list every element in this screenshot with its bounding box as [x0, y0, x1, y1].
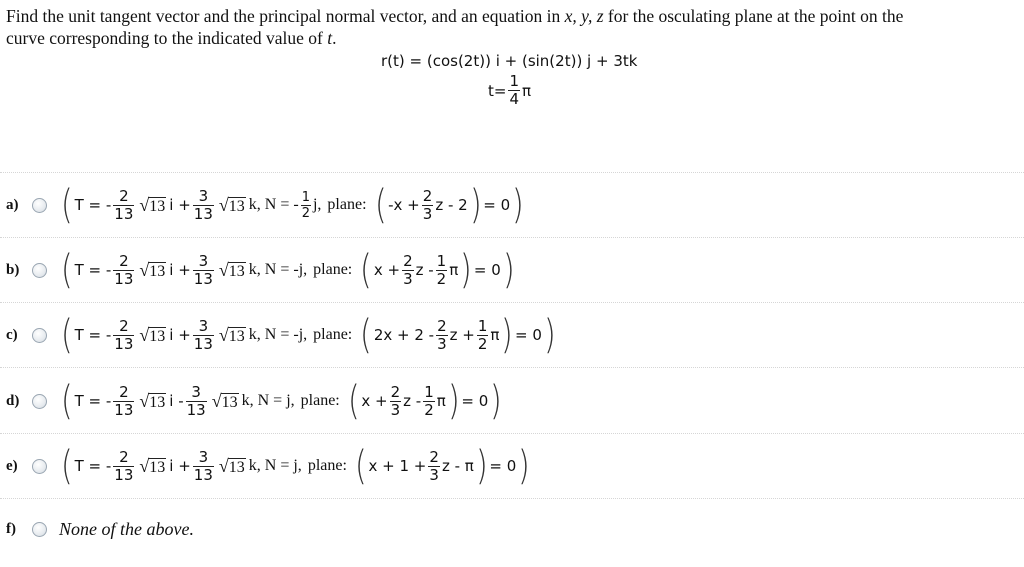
- operator-text: i +: [169, 326, 191, 344]
- fraction: [193, 316, 214, 353]
- fraction-den: 2: [436, 269, 447, 288]
- radical-sign: √: [218, 194, 229, 215]
- option-letter: d): [6, 392, 20, 409]
- option-expression: [59, 443, 532, 489]
- question-text: [6, 5, 1016, 49]
- fraction-den: 3: [390, 400, 401, 419]
- given-curve-equation: r(t) = (cos(2t)) i + (sin(2t)) j + 3tk: [381, 52, 638, 70]
- radical-sign: √: [211, 390, 222, 411]
- radio-button[interactable]: [32, 394, 47, 409]
- radicand: 13: [149, 458, 166, 476]
- fraction-num: 2: [422, 186, 433, 205]
- option-letter: a): [6, 196, 19, 213]
- normal-text: k, N = -j,: [248, 326, 308, 343]
- square-root: [212, 391, 239, 412]
- divider: [0, 367, 1024, 368]
- plane-pre: x +: [373, 261, 401, 279]
- radicand: 13: [221, 393, 238, 411]
- normal-text: k, N = j,: [248, 457, 302, 474]
- t-suffix: π: [522, 81, 532, 100]
- plane-end: π: [449, 261, 459, 279]
- radical-sign: √: [139, 194, 150, 215]
- plane-label: plane:: [327, 196, 367, 213]
- divider: [0, 433, 1024, 434]
- right-paren: ): [490, 378, 502, 424]
- square-root: [219, 260, 246, 281]
- fraction-num: 2: [119, 447, 129, 466]
- radio-button[interactable]: [32, 263, 47, 278]
- fraction-den: 13: [114, 400, 134, 419]
- option-expression: [59, 378, 504, 424]
- equals-zero: = 0: [461, 392, 489, 410]
- fraction: [113, 186, 134, 223]
- divider: [0, 172, 1024, 173]
- equals-zero: = 0: [489, 457, 517, 475]
- t-fraction-num: 1: [509, 72, 519, 90]
- plane-mid: z +: [449, 326, 475, 344]
- tangent-label: T = -: [74, 392, 112, 410]
- plane-mid: z -: [403, 392, 422, 410]
- divider: [0, 237, 1024, 238]
- radical-sign: √: [218, 455, 229, 476]
- left-paren: (: [60, 182, 73, 228]
- divider: [0, 302, 1024, 303]
- plane-label: plane:: [313, 326, 353, 343]
- question-line1-b: for the osculating plane at the point on the: [603, 6, 904, 26]
- radical-sign: √: [218, 259, 229, 280]
- fraction-den: 3: [422, 204, 433, 223]
- fraction: [193, 251, 214, 288]
- answer-option-c[interactable]: [6, 307, 1016, 363]
- option-expression: [59, 312, 558, 358]
- left-paren: (: [347, 378, 360, 424]
- square-root: [219, 456, 246, 477]
- fraction-num: 1: [301, 189, 310, 205]
- option-letter: c): [6, 326, 18, 343]
- fraction-num: 3: [198, 447, 209, 466]
- fraction-den: 13: [193, 334, 213, 353]
- plane-end: π: [436, 392, 446, 410]
- fraction: [477, 316, 489, 353]
- question-line2-end: .: [332, 28, 337, 48]
- fraction: [422, 186, 434, 223]
- fraction-den: 13: [193, 465, 213, 484]
- left-paren: (: [60, 312, 73, 358]
- left-paren: (: [374, 182, 387, 228]
- question-line1-a: Find the unit tangent vector and the principal normal vector, and an equation in: [6, 6, 565, 26]
- answer-option-d[interactable]: [6, 373, 1016, 429]
- plane-pre: x + 1 +: [368, 457, 427, 475]
- fraction: [113, 382, 134, 419]
- given-t-value: [488, 74, 531, 107]
- fraction-den: 13: [193, 204, 213, 223]
- fraction-den: 13: [114, 465, 134, 484]
- square-root: [139, 195, 166, 216]
- fraction: [423, 382, 435, 419]
- radicand: 13: [228, 327, 245, 345]
- fraction-num: 2: [119, 316, 129, 335]
- right-paren: ): [512, 182, 524, 228]
- t-prefix: t=: [488, 81, 507, 100]
- option-letter: e): [6, 457, 18, 474]
- plane-mid: z - 2: [435, 196, 468, 214]
- radio-button[interactable]: [32, 198, 47, 213]
- divider: [0, 498, 1024, 499]
- operator-text: i +: [169, 457, 191, 475]
- plane-end: π: [490, 326, 500, 344]
- radical-sign: √: [139, 259, 150, 280]
- right-paren: ): [502, 247, 515, 293]
- fraction: [113, 447, 134, 484]
- normal-text: k, N = j,: [241, 392, 295, 409]
- left-paren: (: [360, 247, 372, 293]
- fraction-den: 13: [114, 204, 134, 223]
- fraction: [113, 251, 134, 288]
- fraction-num: 3: [198, 316, 209, 335]
- question-vars: x, y, z: [564, 6, 604, 26]
- tangent-label: T = -: [74, 457, 112, 475]
- plane-pre: -x +: [388, 196, 420, 214]
- square-root: [139, 391, 166, 412]
- tangent-label: T = -: [74, 261, 112, 279]
- fraction-num: 2: [119, 186, 129, 205]
- fraction-num: 2: [390, 382, 401, 401]
- right-paren: ): [460, 247, 472, 293]
- fraction-num: 2: [119, 382, 129, 401]
- square-root: [139, 325, 166, 346]
- fraction-num: 1: [436, 251, 447, 270]
- fraction-num: 2: [403, 251, 413, 270]
- fraction: [402, 251, 414, 288]
- operator-text: i +: [169, 196, 191, 214]
- plane-pre: x +: [361, 392, 388, 410]
- radio-button[interactable]: [32, 522, 47, 537]
- fraction-den: 3: [437, 334, 447, 353]
- fraction: [113, 316, 134, 353]
- plane-label: plane:: [300, 392, 340, 409]
- radicand: 13: [228, 262, 245, 280]
- left-paren: (: [354, 443, 367, 489]
- radicand: 13: [228, 197, 245, 215]
- left-paren: (: [360, 312, 372, 358]
- fraction: [193, 186, 214, 223]
- equals-zero: = 0: [515, 326, 542, 344]
- fraction-num: 3: [198, 186, 209, 205]
- fraction-den: 13: [186, 400, 206, 419]
- fraction-den: 13: [114, 269, 134, 288]
- plane-label: plane:: [313, 261, 353, 278]
- fraction-den: 2: [301, 205, 310, 221]
- radicand: 13: [228, 458, 245, 476]
- operator-text: i +: [169, 261, 191, 279]
- answer-option-e[interactable]: [6, 438, 1016, 494]
- equals-zero: = 0: [483, 196, 511, 214]
- radicand: 13: [149, 262, 166, 280]
- fraction-num: 1: [477, 316, 488, 335]
- square-root: [139, 260, 166, 281]
- radio-button[interactable]: [32, 328, 47, 343]
- fraction-num: 2: [437, 316, 447, 335]
- fraction-den: 13: [114, 334, 134, 353]
- option-expression: [59, 247, 516, 293]
- fraction-den: 2: [477, 334, 488, 353]
- fraction: [186, 382, 207, 419]
- question-t-var: t: [327, 28, 333, 48]
- radicand: 13: [149, 197, 166, 215]
- radicand: 13: [149, 327, 166, 345]
- answer-option-b[interactable]: [6, 242, 1016, 298]
- normal-end: j,: [312, 196, 322, 213]
- t-fraction-den: 4: [509, 90, 519, 108]
- right-paren: ): [469, 182, 482, 228]
- left-paren: (: [60, 443, 73, 489]
- fraction-num: 2: [429, 447, 439, 466]
- plane-pre: 2x + 2 -: [373, 326, 435, 344]
- fraction: [193, 447, 214, 484]
- tangent-label: T = -: [74, 326, 112, 344]
- radicand: 13: [149, 393, 166, 411]
- normal-text: k, N = -: [248, 196, 299, 213]
- left-paren: (: [60, 247, 73, 293]
- fraction: [390, 382, 402, 419]
- right-paren: ): [543, 312, 556, 358]
- option-letter: b): [6, 261, 20, 278]
- radical-sign: √: [139, 324, 150, 345]
- fraction: [428, 447, 440, 484]
- option-text: None of the above.: [59, 518, 194, 539]
- plane-mid: z - π: [441, 457, 474, 475]
- option-expression: [59, 182, 526, 228]
- plane-label: plane:: [307, 457, 347, 474]
- radical-sign: √: [218, 324, 229, 345]
- radical-sign: √: [139, 455, 150, 476]
- fraction-num: 2: [119, 251, 129, 270]
- fraction-den: 3: [403, 269, 413, 288]
- option-letter: f): [6, 520, 16, 537]
- equals-zero: = 0: [473, 261, 501, 279]
- tangent-label: T = -: [74, 196, 112, 214]
- fraction-den: 3: [429, 465, 439, 484]
- square-root: [219, 195, 246, 216]
- answer-option-a[interactable]: [6, 177, 1016, 233]
- fraction-num: 3: [198, 251, 209, 270]
- right-paren: ): [518, 443, 530, 489]
- radio-button[interactable]: [32, 459, 47, 474]
- plane-mid: z -: [415, 261, 434, 279]
- answer-option-f[interactable]: [6, 501, 1016, 557]
- left-paren: (: [60, 378, 73, 424]
- normal-text: k, N = -j,: [248, 261, 308, 278]
- fraction: [436, 251, 448, 288]
- square-root: [219, 325, 246, 346]
- operator-text: i -: [169, 392, 184, 410]
- fraction: [436, 316, 448, 353]
- fraction-den: 2: [424, 400, 434, 419]
- right-paren: ): [501, 312, 514, 358]
- question-line2: curve corresponding to the indicated value of: [6, 28, 328, 48]
- fraction: [301, 191, 311, 220]
- t-fraction: [508, 74, 520, 107]
- fraction-num: 3: [191, 382, 201, 401]
- fraction-num: 1: [424, 382, 434, 401]
- square-root: [139, 456, 166, 477]
- right-paren: ): [447, 378, 460, 424]
- radical-sign: √: [139, 390, 150, 411]
- right-paren: ): [475, 443, 488, 489]
- fraction-den: 13: [193, 269, 213, 288]
